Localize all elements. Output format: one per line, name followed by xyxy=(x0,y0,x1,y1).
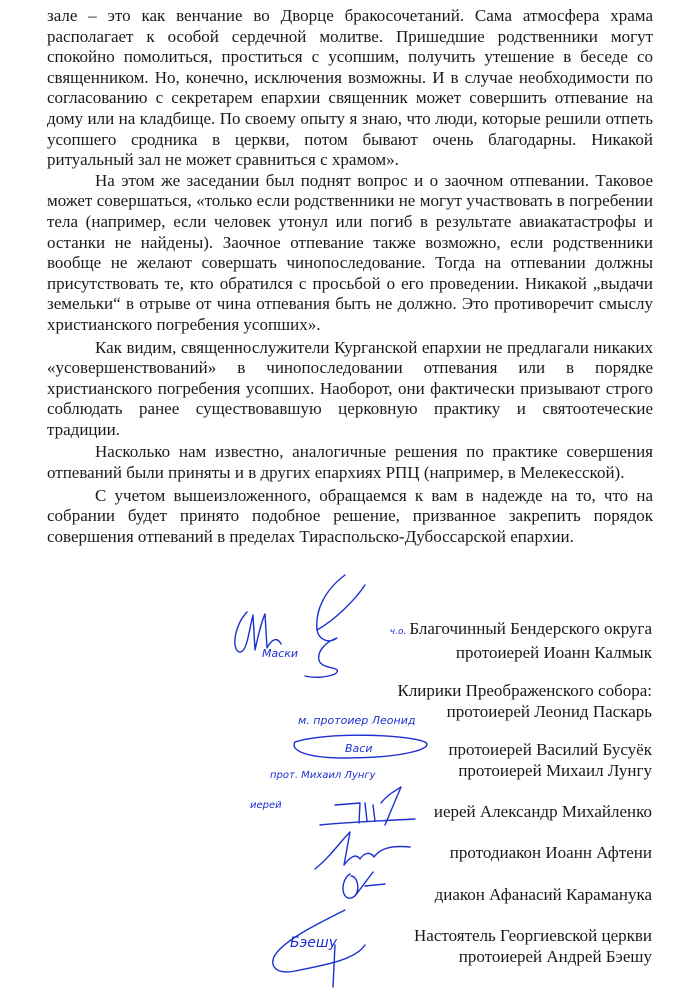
clergy-name-busuyok: протоиерей Василий Бусуёк xyxy=(448,740,652,759)
rector-title: Настоятель Георгиевской церкви xyxy=(414,926,652,945)
paragraph-4: Насколько нам известно, аналогичные решения по практике совершения отпеваний были приняты и в других епархиях РПЦ (например, в Мелекесской). xyxy=(47,442,653,483)
handwritten-lungu: прот. Михаил Лунгу xyxy=(270,770,376,781)
clergy-name-afteni: протодиакон Иоанн Афтени xyxy=(449,843,652,862)
clergy-name-mikhailenko: иерей Александр Михайленко xyxy=(433,802,652,821)
rector-name: протоиерей Андрей Бэешу xyxy=(458,946,652,966)
paragraph-5: С учетом вышеизложенного, обращаемся к вам в надежде на то, что на собрании будет принято подобное решение, призванное закрепить порядок совершения отпеваний в пределах Тираспольско-Дубоссарской епархии. xyxy=(47,485,653,546)
clergy-block xyxy=(397,681,652,722)
handwritten-beshu: Бэешу xyxy=(290,935,337,951)
signature-kalmyk xyxy=(225,570,395,680)
clergy-name-karamanutsa: диакон Афанасий Караманука xyxy=(434,885,652,904)
acting-prefix: ч.о. xyxy=(389,627,407,637)
clergy-name-lungu: протоиерей Михаил Лунгу xyxy=(458,761,652,780)
blagochinny-title: Благочинный Бендерского округа xyxy=(409,619,652,638)
document-body xyxy=(47,6,653,547)
handwritten-mikhailenko: иерей xyxy=(250,800,282,811)
blagochinny-name: протоиерей Иоанн Калмык xyxy=(455,642,652,662)
clergy-name-paskar: протоиерей Леонид Паскарь xyxy=(446,701,652,721)
handwritten-paskar: м. протоиер Леонид xyxy=(298,714,416,727)
rector-block xyxy=(414,926,652,967)
paragraph-2: На этом же заседании был поднят вопрос и о заочном отпевании. Таковое может совершаться, «только если родственники не могут участвовать в погребении тела (например, если человек утонул или погиб в результате авиакатастрофы и останки не найдены). Заочное отпевание также возможно, если родственники вообще не желают совершать чинопоследование. Тогда на отпевании должны присутствовать те, кто обратился с просьбой о его проведении. Никакой „выдачи земельки“ в отрыве от чина отпевания быть не должно. Это противоречит смыслу христианского погребения усопших». xyxy=(47,170,653,334)
signature-mikhailenko xyxy=(315,785,425,830)
clergy-header: Клирики Преображенского собора: xyxy=(397,681,652,700)
paragraph-1: зале – это как венчание во Дворце бракосочетаний. Сама атмосфера храма располагает к особой сердечной молитве. Пришедшие родственники могут спокойно помолиться, проститься с усопшим, получить утешение в беседе со священником. Но, конечно, исключения возможны. И в случае необходимости по согласованию с секретарем епархии священник может совершить отпевание на дому или на кладбище. По своему опыту я знаю, что люди, которые решили отпеть усопшего сродника в церкви, потом бывают очень благодарны. Никакой ритуальный зал не может сравниться с храмом». xyxy=(47,6,653,170)
paragraph-3: Как видим, священнослужители Курганской епархии не предлагали никаких «усовершенствований» в чинопоследовании отпевания или в порядке христианского погребения усопших. Наоборот, они фактически призывают строго соблюдать ранее существовавшую церковную практику и святоотеческие традиции. xyxy=(47,337,653,439)
handwritten-busuyok: Васи xyxy=(345,742,373,755)
handwritten-sig1: Маски xyxy=(262,647,299,660)
signatory-blagochinny xyxy=(390,619,652,663)
